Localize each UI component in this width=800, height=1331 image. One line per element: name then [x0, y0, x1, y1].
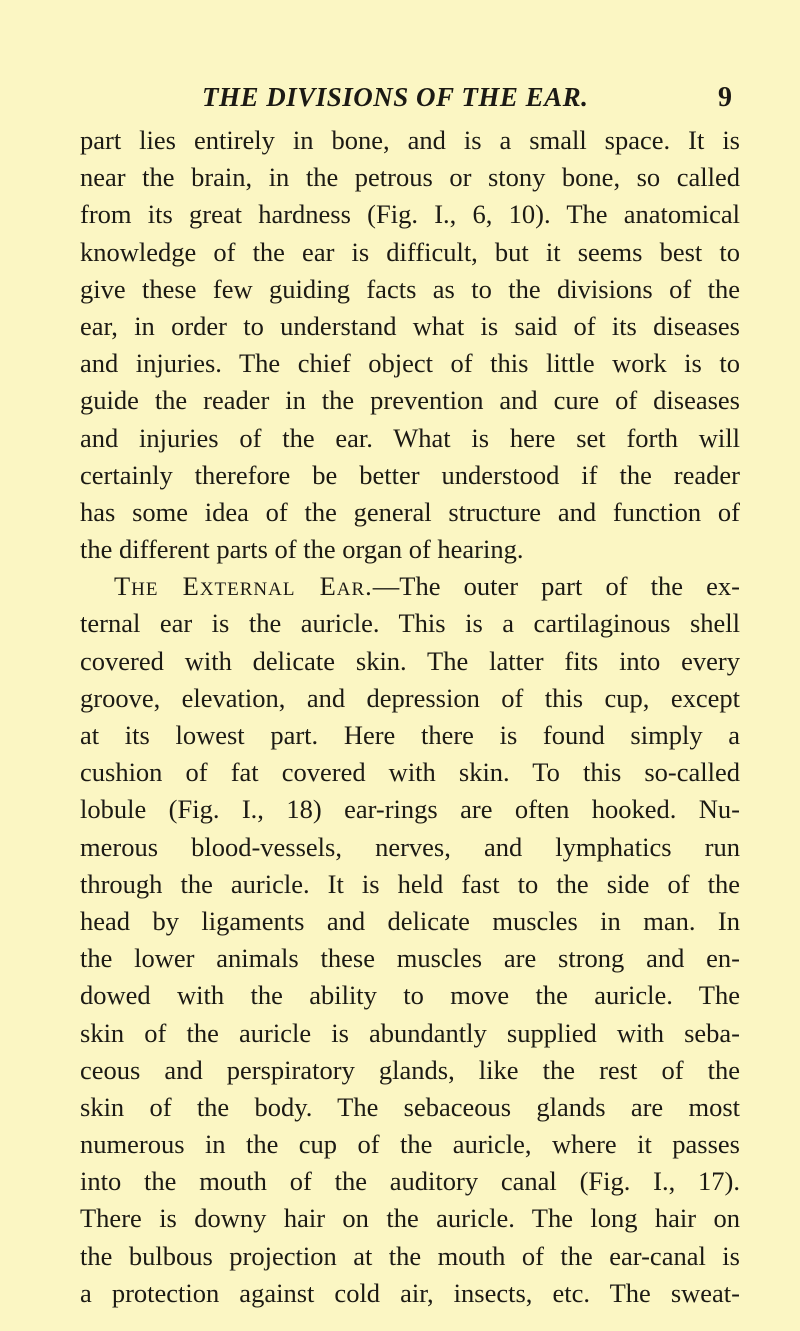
- text-line: skin of the body. The sebaceous glands are most: [80, 1091, 740, 1122]
- text-line: and injuries. The chief object of this little work is to: [80, 348, 740, 379]
- text-line: There is downy hair on the auricle. The long hair on: [80, 1203, 740, 1234]
- text-line: near the brain, in the petrous or stony bone, so called: [80, 162, 740, 193]
- text-line: the different parts of the organ of hearing.: [80, 534, 524, 565]
- text-line: covered with delicate skin. The latter fits into every: [80, 645, 740, 676]
- running-header: [112, 82, 732, 122]
- section-first-line: [80, 568, 740, 605]
- text-line: dowed with the ability to move the auricle. The: [80, 980, 740, 1011]
- running-title: THE DIVISIONS OF THE EAR.: [202, 82, 589, 112]
- page-number: 9: [718, 82, 732, 113]
- text-line: lobule (Fig. I., 18) ear-rings are often hooked. Nu-: [80, 794, 740, 825]
- text-line: merous blood-vessels, nerves, and lymphatics run: [80, 831, 740, 862]
- text-line: part lies entirely in bone, and is a small space. It is: [80, 125, 740, 155]
- section-first-line-text: —The outer part of the ex-: [372, 571, 740, 602]
- text-line: a protection against cold air, insects, etc. The sweat-: [80, 1277, 740, 1308]
- text-line: give these few guiding facts as to the divisions of the: [80, 273, 740, 304]
- text-line: ternal ear is the auricle. This is a cartilaginous shell: [80, 608, 740, 639]
- section-heading: The External Ear.: [114, 571, 373, 602]
- text-line: head by ligaments and delicate muscles in man. In: [80, 905, 740, 936]
- text-line: the bulbous projection at the mouth of the ear-canal is: [80, 1240, 740, 1271]
- text-line: through the auricle. It is held fast to the side of the: [80, 868, 740, 899]
- text-line: numerous in the cup of the auricle, where it passes: [80, 1129, 740, 1160]
- text-line: at its lowest part. Here there is found simply a: [80, 720, 740, 750]
- text-line: knowledge of the ear is difficult, but it seems best to: [80, 236, 740, 267]
- text-line: and injuries of the ear. What is here set forth will: [80, 422, 740, 453]
- text-line: the lower animals these muscles are strong and en-: [80, 943, 740, 974]
- text-line: into the mouth of the auditory canal (Fig. I., 17).: [80, 1166, 740, 1197]
- text-line: cushion of fat covered with skin. To this so-called: [80, 757, 740, 788]
- text-line: ceous and perspiratory glands, like the rest of the: [80, 1054, 740, 1085]
- text-line: groove, elevation, and depression of this cup, except: [80, 682, 740, 713]
- text-line: certainly therefore be better understood if the reader: [80, 459, 740, 490]
- text-line: ear, in order to understand what is said of its diseases: [80, 310, 740, 341]
- body-text: [80, 122, 740, 1312]
- text-line: has some idea of the general structure and function of: [80, 496, 740, 527]
- text-line: skin of the auricle is abundantly supplied with seba-: [80, 1017, 740, 1048]
- text-line: guide the reader in the prevention and cure of diseases: [80, 385, 740, 416]
- text-line: from its great hardness (Fig. I., 6, 10). The anatomical: [80, 199, 740, 230]
